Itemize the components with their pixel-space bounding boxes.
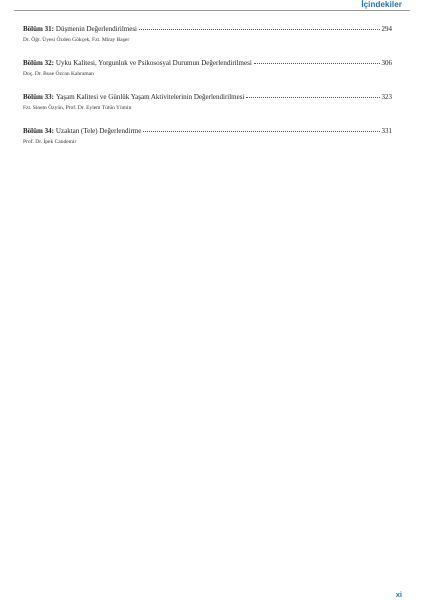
dot-leader	[246, 97, 379, 98]
chapter-page-number: 294	[381, 25, 392, 33]
chapter-number: Bölüm 33:	[23, 93, 54, 101]
chapter-title: Uyku Kalitesi, Yorgunluk ve Psikososyal Durumun Değerlendirilmesi	[55, 59, 252, 67]
toc-entry-line[interactable]	[23, 59, 392, 68]
chapter-number: Bölüm 34:	[23, 127, 54, 135]
chapter-page-number: 331	[381, 127, 392, 135]
toc-entry-31	[23, 25, 392, 44]
toc-entry-line[interactable]	[23, 25, 392, 34]
chapter-page-number: 323	[381, 93, 392, 101]
chapter-authors: Doç. Dr. Buse Özcan Kahraman	[23, 71, 94, 77]
footer-page-number: xi	[395, 590, 402, 599]
dot-leader	[254, 63, 380, 64]
chapter-page-number: 306	[381, 59, 392, 67]
chapter-number: Bölüm 32:	[23, 59, 54, 67]
chapter-authors: Prof. Dr. İpek Candemir	[23, 139, 77, 145]
chapter-title: Yaşam Kalitesi ve Günlük Yaşam Aktivitelerinin Değerlendirilmesi	[55, 93, 245, 101]
chapter-number: Bölüm 31:	[23, 25, 54, 33]
chapter-title: Uzaktan (Tele) Değerlendirme	[55, 127, 142, 135]
table-of-contents	[23, 25, 392, 161]
chapter-title: Düşmenin Değerlendirilmesi	[55, 25, 137, 33]
toc-entry-34	[23, 127, 392, 146]
chapter-authors: Fzt. Sinem Özyün, Prof. Dr. Eylem Tütün Yümin	[23, 105, 132, 111]
dot-leader	[139, 29, 380, 30]
chapter-authors: Dr. Öğr. Üyesi Özden Gökçek, Fzt. Miray Başer	[23, 37, 130, 43]
toc-entry-32	[23, 59, 392, 78]
toc-entry-line[interactable]	[23, 93, 392, 102]
toc-entry-33	[23, 93, 392, 112]
toc-entry-line[interactable]	[23, 127, 392, 136]
header-divider	[14, 10, 410, 11]
page-header-title: İçindekiler	[361, 0, 402, 9]
dot-leader	[143, 131, 379, 132]
